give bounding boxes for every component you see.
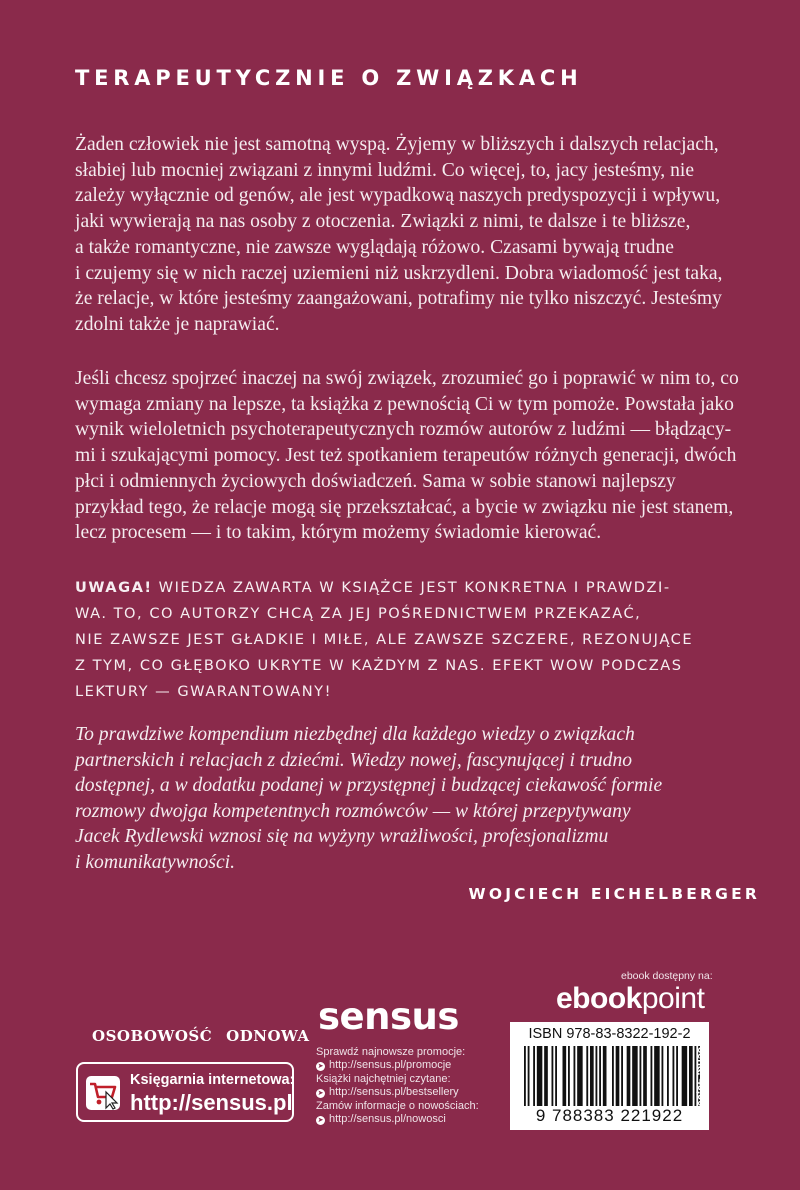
- ebookpoint-logo-part: point: [641, 982, 705, 1015]
- paragraph-line: przykład tego, że relacje mogą się przekształcać, a bycie w związku nie jest stanem,: [75, 496, 734, 518]
- barcode-bar: [667, 1046, 669, 1106]
- isbn-barcode: [510, 1022, 709, 1130]
- paragraph-line: zdolni także je naprawiać.: [75, 313, 280, 335]
- promo-link[interactable]: [316, 1059, 479, 1072]
- barcode-bar: [599, 1046, 601, 1106]
- imprint-osobowosc-logo: OSOBOWOŚĆ: [92, 1027, 213, 1045]
- price-label: cena: 49,90 zł: [695, 1047, 707, 1118]
- description-paragraph-1: [75, 132, 755, 338]
- online-bookstore-badge[interactable]: [76, 1062, 294, 1122]
- quote-line: partnerskich i relacjach z dziećmi. Wiedzy nowej, fascynującej i trudno: [75, 749, 633, 771]
- imprint-odnowa-logo: ODNOWA: [226, 1027, 310, 1045]
- paragraph-line: a także romantyczne, nie zawsze wyglądają różowo. Czasami bywają trudne: [75, 236, 674, 258]
- barcode-bar: [662, 1046, 664, 1106]
- ebook-availability-note: ebook dostępny na:: [621, 970, 713, 982]
- warning-line: WA. TO, CO AUTORZY CHCĄ ZA JEJ POŚREDNICTWEM PRZEKAZAĆ,: [75, 605, 642, 622]
- barcode-bar: [577, 1046, 583, 1106]
- paragraph-line: Żaden człowiek nie jest samotną wyspą. Żyjemy w bliższych i dalszych relacjach,: [75, 134, 719, 155]
- arrow-right-icon: ➤: [317, 1090, 324, 1098]
- endorsement-quote: [75, 722, 765, 875]
- paragraph-line: płci i odmiennych życiowych doświadczeń. Sama w sobie stanowi najlepszy: [75, 470, 676, 492]
- quote-line: rozmowy dwojga kompetentnych rozmówców — w której przepytywany: [75, 800, 631, 822]
- paragraph-line: jaki wywierają na nas osoby z otoczenia. Związki z nimi, te dalsze i te bliższe,: [75, 211, 691, 233]
- promo-caption: Sprawdź najnowsze promocje:: [316, 1046, 466, 1058]
- barcode-bar: [586, 1046, 588, 1106]
- paragraph-line: że relacje, w które jesteśmy zaangażowani, potrafimy nie tylko niszczyć. Jesteśmy: [75, 288, 722, 310]
- quote-line: i komunikatywności.: [75, 851, 235, 873]
- promo-link-text[interactable]: http://sensus.pl/bestsellery: [329, 1086, 459, 1099]
- barcode-bar: [632, 1046, 638, 1106]
- arrow-right-icon: ➤: [317, 1117, 324, 1125]
- quote-line: To prawdziwe kompendium niezbędnej dla każdego wiedzy o związkach: [75, 724, 635, 745]
- barcode-bar: [596, 1046, 598, 1106]
- ean-digits: 9 788383 221922: [535, 1106, 684, 1125]
- promo-link-text[interactable]: http://sensus.pl/nowosci: [329, 1113, 446, 1126]
- promo-caption: Książki najchętniej czytane:: [316, 1072, 451, 1085]
- paragraph-line: zależy wyłącznie od genów, ale jest wypadkową naszych predyspozycji i wpływu,: [75, 185, 721, 207]
- barcode-bar: [654, 1046, 660, 1106]
- barcode-bar: [574, 1046, 576, 1106]
- barcode-bar: [689, 1046, 693, 1106]
- imprint-logos: [92, 1027, 310, 1045]
- paragraph-line: Jeśli chcesz spojrzeć inaczej na swój związek, zrozumieć go i poprawić w nim to, co: [75, 368, 739, 389]
- isbn-number: ISBN 978-83-8322-192-2: [528, 1026, 691, 1042]
- book-section-heading: TERAPEUTYCZNIE O ZWIĄZKACH: [75, 66, 583, 90]
- warning-block: [75, 575, 765, 705]
- bookstore-label: Księgarnia internetowa:: [130, 1072, 295, 1088]
- barcode-bar: [533, 1046, 535, 1106]
- promo-links: [316, 1046, 479, 1126]
- quote-line: dostępnej, a w dodatku podanej w przystępnej i budzącej ciekawość formie: [75, 775, 663, 796]
- barcode-bar: [555, 1046, 557, 1106]
- shopping-cart-icon: [86, 1076, 120, 1110]
- promo-caption: Zamów informacje o nowościach:: [316, 1099, 479, 1112]
- paragraph-line: i czujemy się w nich raczej uziemieni niż uskrzydleni. Dobra wiadomość jest taka,: [75, 262, 723, 284]
- barcode-bar: [643, 1046, 647, 1106]
- barcode-bar: [640, 1046, 642, 1106]
- barcode-bar: [524, 1046, 526, 1106]
- barcode-bar: [651, 1046, 653, 1106]
- barcode-bar: [612, 1046, 614, 1106]
- promo-link-text[interactable]: http://sensus.pl/promocje: [329, 1059, 452, 1072]
- barcode-bar: [627, 1046, 631, 1106]
- barcode-bar: [528, 1046, 530, 1106]
- warning-text: WIEDZA ZAWARTA W KSIĄŻCE JEST KONKRETNA I PRAWDZI-: [152, 579, 671, 596]
- barcode-bar: [568, 1046, 570, 1106]
- warning-line: LEKTURY — GWARANTOWANY!: [75, 683, 332, 700]
- sensus-publisher-logo: sensus: [318, 995, 459, 1038]
- quote-line: Jacek Rydlewski wznosi się na wyżyny wrażliwości, profesjonalizmu: [75, 826, 609, 847]
- arrow-right-icon: ➤: [317, 1063, 324, 1071]
- quote-author: WOJCIECH EICHELBERGER: [468, 885, 760, 903]
- barcode-bar: [621, 1046, 623, 1106]
- promo-link[interactable]: [316, 1113, 479, 1126]
- warning-line: [75, 575, 765, 601]
- barcode-bar: [563, 1046, 567, 1106]
- ebookpoint-logo-part: ebook: [556, 982, 642, 1015]
- paragraph-line: słabiej lub mocniej związani z innymi ludźmi. Co więcej, to, jacy jesteśmy, nie: [75, 159, 695, 181]
- paragraph-line: wynik wieloletnich psychoterapeutycznych rozmów autorów z ludźmi — błądzący-: [75, 419, 732, 441]
- barcode-bars: [524, 1046, 700, 1106]
- barcode-bar: [682, 1046, 688, 1106]
- barcode-bar: [544, 1046, 548, 1106]
- warning-line: Z TYM, CO GŁĘBOKO UKRYTE W KAŻDYM Z NAS. EFEKT WOW PODCZAS: [75, 657, 683, 674]
- ebookpoint-logo: [556, 982, 704, 1016]
- warning-label: UWAGA!: [75, 579, 153, 596]
- barcode-bar: [676, 1046, 678, 1106]
- barcode-bar: [616, 1046, 620, 1106]
- paragraph-line: mi i szukającymi pomocy. Jest też spotkaniem terapeutów różnych generacji, dwóch: [75, 445, 737, 467]
- promo-link[interactable]: [316, 1086, 479, 1099]
- barcode-bar: [552, 1046, 554, 1106]
- barcode-bar: [537, 1046, 543, 1106]
- paragraph-line: lecz procesem — i to takim, którym możemy świadomie kierować.: [75, 522, 602, 544]
- barcode-bar: [603, 1046, 607, 1106]
- barcode-bar: [590, 1046, 594, 1106]
- description-paragraph-2: [75, 366, 755, 546]
- warning-line: NIE ZAWSZE JEST GŁADKIE I MIŁE, ALE ZAWSZE SZCZERE, REZONUJĄCE: [75, 631, 694, 648]
- bookstore-url-link[interactable]: http://sensus.pl: [130, 1090, 293, 1115]
- barcode-bar: [673, 1046, 675, 1106]
- paragraph-line: wymaga zmiany na lepsze, ta książka z pewnością Ci w tym pomoże. Powstała jako: [75, 393, 734, 415]
